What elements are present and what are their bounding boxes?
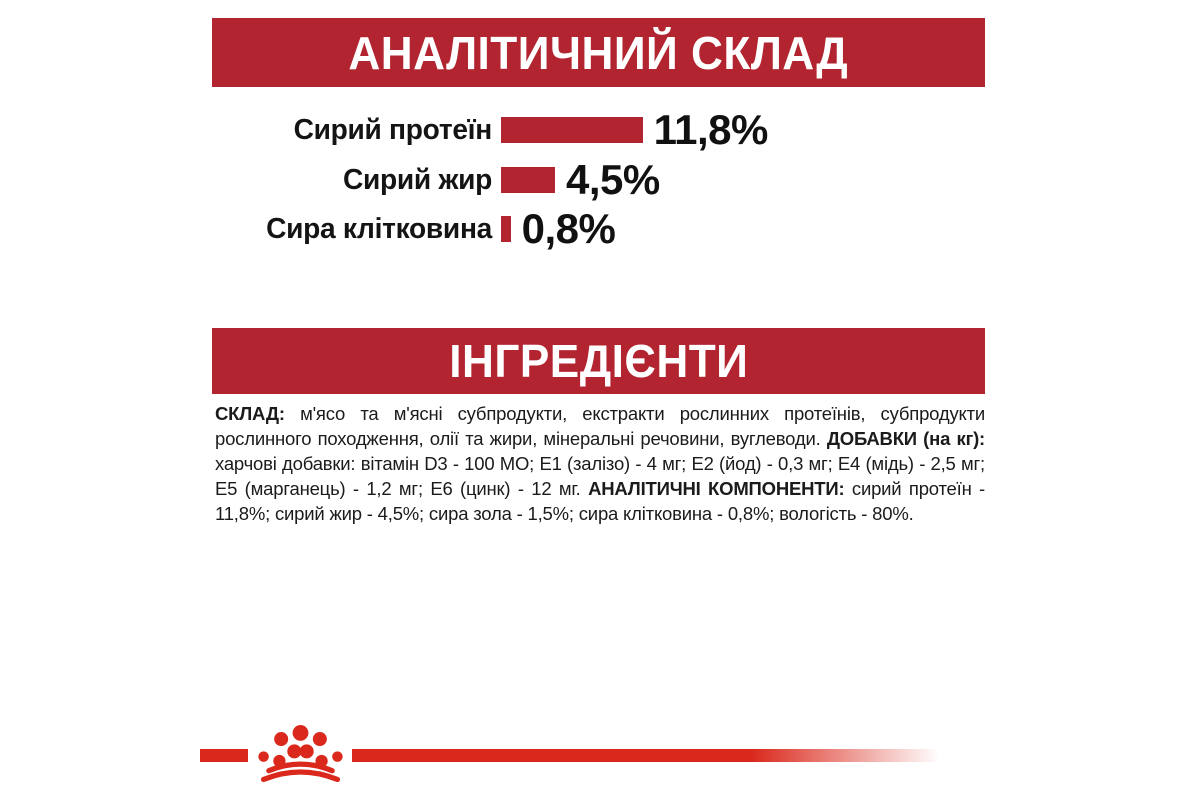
ingredients-bold-run: АНАЛІТИЧНІ КОМПОНЕНТИ: <box>588 478 845 499</box>
chart-category-label: Сирий протеїн <box>293 113 492 146</box>
analytical-section-title: АНАЛІТИЧНИЙ СКЛАД <box>348 26 849 79</box>
chart-row <box>215 106 995 154</box>
chart-value-label: 0,8% <box>521 205 616 252</box>
chart-value-label: 4,5% <box>566 156 660 203</box>
ingredients-section-title: ІНГРЕДІЄНТИ <box>448 335 749 387</box>
ingredients-text-run: харчові добавки: вітамін D3 - 100 МО; E1 (залізо) - 4 мг; E2 (йод) - 0,3 мг; E4 (мідь) - 2,5 мг; E5 (марганець) - 1,2 мг; E6 (цинк) - 12 мг. <box>215 453 985 499</box>
ingredients-text-run: сирий протеїн - 11,8%; сирий жир - 4,5%; сира зола - 1,5%; сира клітковина - 0,8%; вологість - 80%. <box>215 478 986 524</box>
ingredients-bold-run: ДОБАВКИ (на кг): <box>826 428 985 449</box>
section-header-analytical <box>212 18 985 87</box>
chart-category-label: Сирий жир <box>342 163 492 196</box>
footer-rule-right <box>352 749 940 762</box>
chart-category-label: Сира клітковина <box>266 212 492 245</box>
section-header-ingredients <box>212 328 985 394</box>
chart-bar <box>501 167 555 193</box>
chart-row <box>215 156 995 204</box>
footer-rule-left <box>200 749 248 762</box>
ingredients-bold-run: СКЛАД: <box>215 403 285 424</box>
chart-bar <box>501 117 643 143</box>
ingredients-text <box>215 401 985 526</box>
chart-row <box>215 205 995 253</box>
royal-canin-crown-logo-icon <box>252 725 349 783</box>
chart-bar <box>501 216 511 242</box>
chart-value-label: 11,8% <box>653 106 768 153</box>
ingredients-text-run: м'ясо та м'ясні субпродукти, екстракти рослинних протеїнів, субпродукти рослинного походження, олії та жири, мінеральні речовини, вуглеводи. <box>215 403 985 449</box>
